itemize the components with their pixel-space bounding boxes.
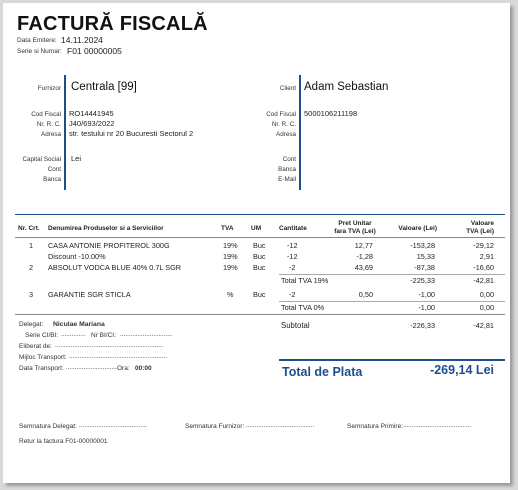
supplier-rc: J40/693/2022 <box>69 119 115 128</box>
row3-vtva: -16,60 <box>473 263 494 272</box>
row3-tva: 19% <box>223 263 238 272</box>
subtotal19-rule <box>279 274 505 275</box>
delegate-series-label: Serie CI/BI: <box>25 332 59 339</box>
client-email-label: E-Mail <box>278 176 296 183</box>
delegate-time: 00:00 <box>135 365 152 372</box>
row1-tva: 19% <box>223 241 238 250</box>
col-header-price-1: Pret Unitar <box>338 220 372 227</box>
supplier-address: str. testului nr 20 Bucuresti Sectorul 2 <box>69 129 194 138</box>
supplier-bank-label: Banca <box>43 176 61 183</box>
return-note: Retur la factura F01-00000001 <box>19 438 108 445</box>
invoice-page <box>3 3 510 483</box>
table-header-rule <box>15 237 505 238</box>
subtotal-vtva: -42,81 <box>473 321 494 330</box>
delegate-nr-label: Nr BI/CI: <box>91 332 116 339</box>
delegate-date-label: Data Transport: <box>19 365 64 372</box>
series-label: Serie si Numar: <box>17 48 62 55</box>
table-bottom-rule <box>15 314 505 315</box>
supplier-divider <box>64 75 66 190</box>
client-bank-label: Banca <box>278 166 296 173</box>
total-tva19-vtva: -42,81 <box>473 276 494 285</box>
row2-value: 15,33 <box>416 252 435 261</box>
row1-name: CASA ANTONIE PROFITEROL 300G <box>48 241 170 250</box>
delegate-label: Delegat: <box>19 321 44 328</box>
signature-receiver-dots: ....................................... <box>403 422 472 429</box>
table-top-rule <box>15 214 505 215</box>
col-header-um: UM <box>251 225 262 232</box>
row1-price: 12,77 <box>354 241 373 250</box>
delegate-time-label: Ora: <box>117 365 130 372</box>
client-divider <box>299 75 301 190</box>
supplier-rc-label: Nr. R. C. <box>36 121 61 128</box>
client-cif-label: Cod Fiscal <box>266 111 296 118</box>
total-tva19-label: Total TVA 19% <box>281 276 329 285</box>
issue-date-label: Data Emitere: <box>17 37 57 44</box>
col-header-qty: Cantitate <box>279 225 307 232</box>
supplier-capital-label: Capital Social <box>22 156 61 163</box>
signature-delegate-dots: ....................................... <box>79 422 148 429</box>
signature-delegate-label: Semnatura Delegat: <box>19 423 77 430</box>
delegate-date-dots: .............................. <box>66 364 119 371</box>
supplier-capital: Lei <box>71 154 82 163</box>
delegate-series-dots: .............. <box>61 331 86 338</box>
row3-price: 43,69 <box>354 263 373 272</box>
row4-value: -1,00 <box>418 290 435 299</box>
col-header-nr: Nr. Crt. <box>18 225 40 232</box>
row1-qty: -12 <box>287 241 298 250</box>
col-header-price-2: fara TVA (Lei) <box>334 228 376 235</box>
client-cif: 5000106211198 <box>304 109 358 118</box>
supplier-name: Centrala [99] <box>71 81 137 93</box>
row4-nr: 3 <box>29 290 34 299</box>
client-name: Adam Sebastian <box>304 81 389 93</box>
delegate-transport-label: Mijloc Transport: <box>19 354 67 361</box>
supplier-cif: RO14441945 <box>69 109 114 118</box>
delegate-nr-dots: .............................. <box>120 331 173 338</box>
row4-vtva: 0,00 <box>479 290 494 299</box>
total-label: Total de Plata <box>282 365 363 379</box>
signature-supplier-label: Semnatura Furnizor: <box>185 423 245 430</box>
supplier-account-label: Cont <box>47 166 61 173</box>
row4-name: GARANTIE SGR STICLA <box>48 290 131 299</box>
client-address-label: Adresa <box>276 131 296 138</box>
total-tva0-vtva: 0,00 <box>479 303 494 312</box>
row1-nr: 1 <box>29 241 34 250</box>
col-header-vtva-1: Valoare <box>470 220 494 227</box>
row4-price: 0,50 <box>358 290 373 299</box>
row2-vtva: 2,91 <box>479 252 494 261</box>
row2-tva: 19% <box>223 252 238 261</box>
row3-qty: -2 <box>289 263 296 272</box>
issue-date: 14.11.2024 <box>61 35 103 45</box>
row1-um: Buc <box>253 241 266 250</box>
col-header-tva: TVA <box>221 225 234 232</box>
subtotal-value: -226,33 <box>410 321 435 330</box>
row1-value: -153,28 <box>410 241 435 250</box>
delegate-name: Niculae Mariana <box>53 321 105 328</box>
row3-name: ABSOLUT VODCA BLUE 40% 0.7L SGR <box>48 263 182 272</box>
client-account-label: Cont <box>282 156 296 163</box>
row2-um: Buc <box>253 252 266 261</box>
client-label: Client <box>279 85 296 92</box>
col-header-name: Denumirea Produselor si a Serviciilor <box>48 225 164 232</box>
delegate-transport-dots: ........................................................ <box>69 353 167 360</box>
row3-nr: 2 <box>29 263 34 272</box>
delegate-issued-label: Eliberat de: <box>19 343 52 350</box>
row3-um: Buc <box>253 263 266 272</box>
signature-supplier-dots: ....................................... <box>246 422 315 429</box>
col-header-value: Valoare (Lei) <box>398 225 437 232</box>
supplier-cif-label: Cod Fiscal <box>31 111 61 118</box>
total-tva0-value: -1,00 <box>418 303 435 312</box>
supplier-address-label: Adresa <box>41 131 61 138</box>
signature-receiver-label: Semnatura Primire: <box>347 423 403 430</box>
row2-price: -1,28 <box>356 252 373 261</box>
subtotal0-rule <box>279 301 505 302</box>
row3-value: -87,38 <box>414 263 435 272</box>
client-rc-label: Nr. R. C. <box>271 121 296 128</box>
invoice-number: F01 00000005 <box>67 46 122 56</box>
row4-tva: % <box>227 290 234 299</box>
row4-qty: -2 <box>289 290 296 299</box>
total-rule <box>279 359 505 361</box>
total-tva0-label: Total TVA 0% <box>281 303 325 312</box>
col-header-vtva-2: TVA (Lei) <box>466 228 494 235</box>
supplier-label: Furnizor <box>37 85 61 92</box>
total-value: -269,14 Lei <box>430 363 494 377</box>
invoice-title: FACTURĂ FISCALĂ <box>17 13 208 35</box>
row2-name: Discount -10.00% <box>48 252 106 261</box>
row2-qty: -12 <box>287 252 298 261</box>
total-tva19-value: -225,33 <box>410 276 435 285</box>
row4-um: Buc <box>253 290 266 299</box>
row1-vtva: -29,12 <box>473 241 494 250</box>
delegate-issued-dots: .............................................................. <box>55 342 164 349</box>
subtotal-label: Subtotal <box>281 321 310 330</box>
